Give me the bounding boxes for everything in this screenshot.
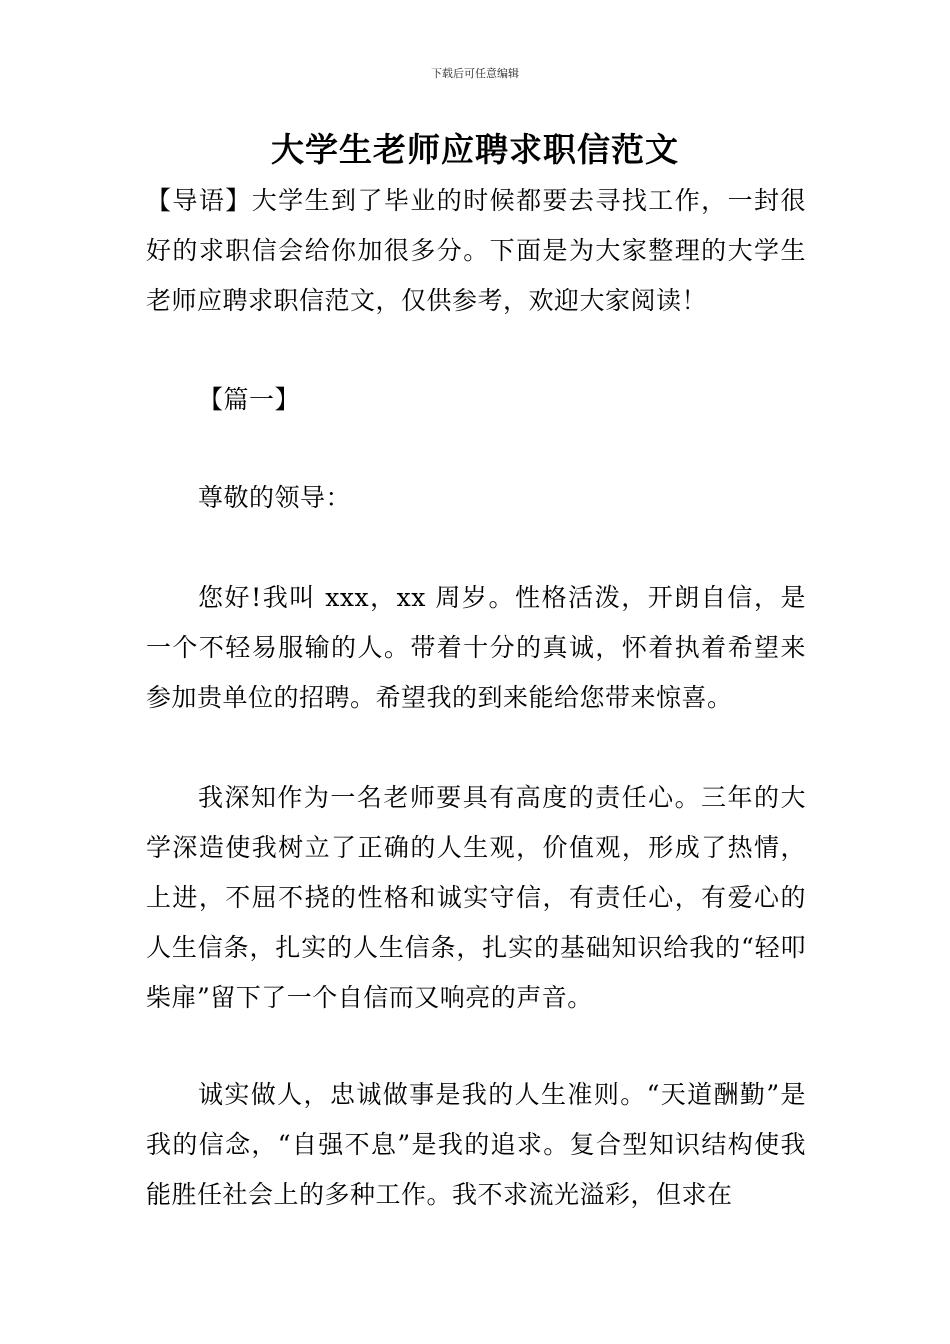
section-label-block: [146, 375, 806, 425]
salutation-block: [146, 473, 806, 523]
section-label: 【篇一】: [198, 385, 301, 414]
paragraph-block-2: [146, 773, 806, 1023]
body-paragraph: 您好!我叫 xxx，xx 周岁。性格活泼，开朗自信，是一个不轻易服输的人。带着十分的真诚，怀着执着希望来参加贵单位的招聘。希望我的到来能给您带来惊喜。: [146, 583, 806, 712]
document-title: 大学生老师应聘求职信范文: [271, 130, 679, 169]
paragraph-block-1: [146, 573, 806, 723]
body-paragraph: 诚实做人，忠诚做事是我的人生准则。“天道酬勤”是我的信念，“自强不息”是我的追求。复合型知识结构使我能胜任社会上的多种工作。我不求流光溢彩，但求在: [146, 1080, 806, 1209]
paragraph-block-3: [146, 1070, 806, 1220]
body-paragraph: 我深知作为一名老师要具有高度的责任心。三年的大学深造使我树立了正确的人生观，价值观，形成了热情，上进，不屈不挠的性格和诚实守信，有责任心，有爱心的人生信条，扎实的人生信条，扎实的基础知识给我的“轻叩柴扉”留下了一个自信而又响亮的声音。: [146, 783, 806, 1012]
intro-block: [146, 176, 806, 326]
intro-paragraph: 【导语】大学生到了毕业的时候都要去寻找工作，一封很好的求职信会给你加很多分。下面是为大家整理的大学生老师应聘求职信范文，仅供参考，欢迎大家阅读！: [146, 186, 806, 315]
salutation: 尊敬的领导：: [198, 483, 352, 512]
header-note: 下载后可任意编辑: [431, 67, 519, 80]
